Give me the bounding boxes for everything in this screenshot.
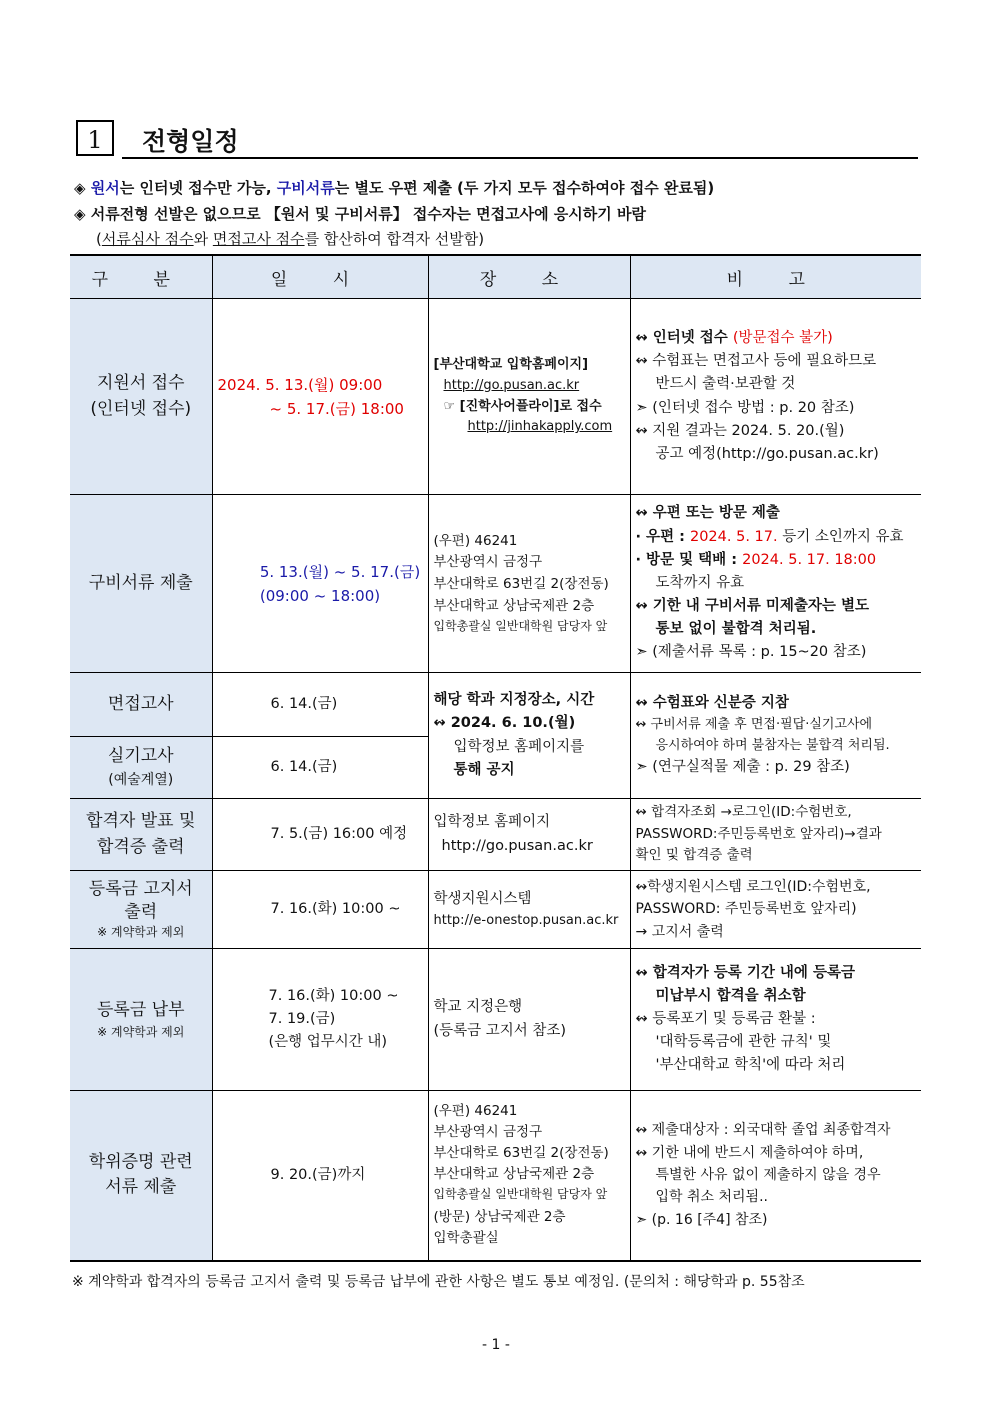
note-line: ➣ (제출서류 목록 : p. 15~20 참조) [635, 644, 867, 661]
note-text: 2024. 5. 17. 18:00 [742, 551, 877, 568]
note-line: '대학등록금에 관한 규칙' 및 [655, 1034, 832, 1051]
place-line: (방문) 상남국제관 2층 [433, 1209, 566, 1226]
place-line: ☞ [진학사어플라이]로 접수 [443, 398, 602, 414]
place-line: 입학총괄실 [433, 1230, 499, 1247]
row-note [630, 799, 921, 871]
homepage-link[interactable]: http://go.pusan.ac.kr [443, 377, 580, 393]
note-line: ➣ (p. 16 [주4] 참조) [635, 1211, 768, 1228]
bullet-1 [74, 177, 714, 198]
note-line: ↭ 합격자조회 →로그인(ID:수험번호, [635, 804, 852, 821]
note-line: PASSWORD: 주민등록번호 앞자리) [635, 901, 857, 918]
date-line: (09:00 ~ 18:00) [259, 586, 381, 605]
row-note [630, 495, 921, 673]
row-note [630, 871, 921, 949]
row-datetime [212, 737, 428, 799]
row-datetime [212, 871, 428, 949]
header-category: 구 분 [70, 255, 212, 299]
date-line: (은행 업무시간 내) [268, 1034, 388, 1051]
category-line: 학위증명 관련 [88, 1151, 193, 1172]
table-row [70, 495, 921, 673]
row-place [428, 299, 630, 495]
row-place [428, 673, 630, 799]
note-line: ↭ 기한 내에 반드시 제출하여야 하며, [635, 1144, 864, 1161]
date-line: 7. 16.(화) 10:00 ~ [268, 987, 399, 1004]
note-text: 등기 소인까지 유효 [777, 528, 904, 545]
row-place [428, 1091, 630, 1261]
category-line: (인터넷 접수) [90, 398, 192, 419]
bullet-1-text-1: 는 인터넷 접수만 가능, [119, 179, 277, 197]
row-category [70, 495, 212, 673]
category-line: 실기고사 [107, 746, 174, 767]
place-line: 학교 지정은행 [433, 999, 523, 1016]
table-row [70, 1091, 921, 1261]
note-line: 공고 예정(http://go.pusan.ac.kr) [655, 445, 879, 462]
category-line: 합격자 발표 및 [86, 811, 196, 831]
place-line: 입학총괄실 일반대학원 담당자 앞 [433, 619, 608, 634]
bullet-2 [74, 203, 646, 224]
note-line [636, 549, 917, 572]
note-line: ↭ 우편 또는 방문 제출 [635, 505, 780, 522]
row-category [70, 299, 212, 495]
note-line: 입학 취소 처리됨.. [655, 1189, 768, 1206]
place-line: (우편) 46241 [433, 1103, 518, 1120]
table-row [70, 871, 921, 949]
category-line: 등록금 납부 [96, 999, 185, 1020]
row-category [70, 1091, 212, 1261]
note-text: 2024. 5. 17. [689, 528, 778, 545]
bullet-1-term-1: 원서 [90, 179, 120, 197]
place-line: 부산대학로 63번길 2(장전동) [433, 575, 609, 592]
row-note [630, 673, 921, 799]
row-datetime [212, 495, 428, 673]
note-line: PASSWORD:주민등록번호 앞자리)→결과 [635, 825, 882, 842]
category-line: 합격증 출력 [96, 836, 185, 857]
note-line: ↭학생지원시스템 로그인(ID:수험번호, [635, 878, 871, 895]
note-line: ↭ 기한 내 구비서류 미제출자는 별도 [635, 598, 869, 615]
date-line: 7. 16.(화) 10:00 ~ [270, 900, 401, 917]
note-line: ↭ 수험표는 면접고사 등에 필요하므로 [635, 353, 877, 370]
place-line: (등록금 고지서 참조) [433, 1022, 567, 1039]
place-line: (우편) 46241 [433, 532, 518, 549]
table-row [70, 799, 921, 871]
row-category [70, 799, 212, 871]
place-line: 입학정보 홈페이지를 [453, 738, 585, 755]
date-line: 5. 13.(월) ~ 5. 17.(금) [259, 562, 421, 581]
place-line: 부산광역시 금정구 [433, 1124, 543, 1141]
place-line: 학생지원시스템 [433, 890, 532, 907]
note-line: '부산대학교 학칙'에 따라 처리 [655, 1057, 846, 1074]
subnote-open: ( [96, 230, 102, 248]
page-number: - 1 - [482, 1337, 510, 1353]
date-line: 9. 20.(금)까지 [270, 1166, 366, 1183]
schedule-table [70, 254, 921, 1262]
bullet-1-text-2: 는 별도 우편 제출 (두 가지 모두 접수하여야 접수 완료됨) [334, 179, 715, 197]
row-category [70, 949, 212, 1091]
table-row [70, 299, 921, 495]
place-line: 부산대학교 상남국제관 2층 [433, 1165, 595, 1182]
row-category [70, 871, 212, 949]
bullet-2-subnote [96, 228, 484, 249]
row-datetime [212, 799, 428, 871]
row-datetime [212, 299, 428, 495]
note-line: 확인 및 합격증 출력 [635, 847, 753, 864]
note-text: ↭ 인터넷 접수 [635, 329, 733, 346]
section-number: 1 [76, 120, 114, 156]
category-line: 등록금 고지서 [88, 879, 193, 900]
note-line: ↭ 제출대상자 : 외국대학 졸업 최종합격자 [635, 1122, 891, 1139]
bullet-1-term-2: 구비서류 [276, 179, 335, 197]
category-line: (예술계열) [108, 771, 174, 788]
place-line: 입학정보 홈페이지 [433, 814, 551, 831]
note-text: · 우편 : [635, 528, 690, 545]
note-line: ↭ 합격자가 등록 기간 내에 등록금 [635, 964, 855, 981]
note-line: ➣ (연구실적물 제출 : p. 29 참조) [635, 759, 850, 776]
category-line: 구비서류 제출 [88, 572, 193, 593]
note-line: 도착까지 유효 [655, 574, 745, 591]
date-line: 6. 14.(금) [270, 695, 338, 712]
place-line: 부산대학로 63번길 2(장전동) [433, 1145, 609, 1162]
date-line: 2024. 5. 13.(월) 09:00 [217, 375, 383, 394]
row-place [428, 799, 630, 871]
row-datetime [212, 1091, 428, 1261]
place-line: 해당 학과 지정장소, 시간 [433, 692, 595, 709]
jinhakapply-link[interactable]: http://jinhakapply.com [467, 419, 613, 435]
note-line: 응시하여야 하며 불참자는 불합격 처리됨. [655, 737, 890, 753]
subnote-mid: 와 [193, 230, 213, 248]
row-note [630, 1091, 921, 1261]
row-note [630, 949, 921, 1091]
date-line: ~ 5. 17.(금) 18:00 [269, 399, 404, 418]
row-category [70, 673, 212, 737]
row-note [630, 299, 921, 495]
place-line: 부산대학교 상남국제관 2층 [433, 597, 595, 614]
header-place: 장 소 [428, 255, 630, 299]
category-line: ※ 계약학과 제외 [97, 1025, 185, 1040]
note-line: 특별한 사유 없이 제출하지 않을 경우 [655, 1167, 881, 1184]
place-line: [부산대학교 입학홈페이지] [433, 356, 589, 372]
footnote: ※ 계약학과 합격자의 등록금 고지서 출력 및 등록금 납부에 관한 사항은 별도 통보 예정임. (문의처 : 해당학과 p. 55참조 [72, 1274, 805, 1290]
section-title: 전형일정 [142, 127, 239, 156]
note-line: ↭ 등록포기 및 등록금 환불 : [635, 1010, 816, 1027]
note-text: (방문접수 불가) [732, 329, 833, 346]
note-line: 미납부시 합격을 취소함 [655, 987, 806, 1004]
diamond-icon: ◈ [74, 205, 86, 223]
note-line: ➣ (인터넷 접수 방법 : p. 20 참조) [635, 399, 855, 416]
date-line: 6. 14.(금) [270, 758, 338, 775]
place-line: 부산광역시 금정구 [433, 554, 543, 571]
bullet-2-text: 서류전형 선발은 없으므로 【원서 및 구비서류】 접수자는 면접고사에 응시하기 바람 [90, 205, 646, 223]
subnote-term-1: 서류심사 점수 [101, 230, 194, 248]
row-category [70, 737, 212, 799]
note-line: 통보 없이 불합격 처리됨. [655, 621, 817, 638]
row-place [428, 949, 630, 1091]
row-datetime [212, 949, 428, 1091]
note-text: · 방문 및 택배 : [635, 551, 743, 568]
header-note: 비 고 [630, 255, 921, 299]
date-line: 7. 19.(금) [268, 1010, 336, 1027]
diamond-icon: ◈ [74, 179, 86, 197]
table-row [70, 673, 921, 737]
homepage-link[interactable]: http://go.pusan.ac.kr [441, 837, 593, 854]
place-line: ↭ 2024. 6. 10.(월) [433, 715, 576, 732]
note-line [636, 526, 917, 549]
category-line: ※ 계약학과 제외 [97, 925, 185, 940]
place-line: 통해 공지 [453, 761, 515, 778]
row-place [428, 495, 630, 673]
subnote-term-2: 면접고사 점수 [212, 230, 305, 248]
note-line: → 고지서 출력 [635, 923, 724, 940]
date-line: 7. 5.(금) 16:00 예정 [270, 825, 408, 842]
category-line: 서류 제출 [105, 1177, 177, 1198]
category-line: 면접고사 [107, 693, 174, 714]
row-datetime [212, 673, 428, 737]
title-underline [122, 157, 918, 159]
row-place [428, 871, 630, 949]
note-line: ↭ 수험표와 신분증 지참 [635, 694, 789, 711]
note-line: ↭ 지원 결과는 2024. 5. 20.(월) [635, 422, 845, 439]
note-line: 반드시 출력·보관할 것 [655, 376, 796, 393]
table-row [70, 949, 921, 1091]
note-line [636, 327, 917, 350]
onestop-link[interactable]: http://e-onestop.pusan.ac.kr [433, 912, 619, 928]
place-line: 입학총괄실 일반대학원 담당자 앞 [433, 1186, 608, 1201]
category-line: 출력 [124, 902, 158, 923]
subnote-end: 를 합산하여 합격자 선발함) [304, 230, 485, 248]
section-header [76, 120, 918, 160]
header-datetime: 일 시 [212, 255, 428, 299]
category-line: 지원서 접수 [96, 373, 185, 393]
table-header-row [70, 255, 921, 299]
note-line: ↭ 구비서류 제출 후 면접·필답·실기고사에 [635, 716, 873, 732]
